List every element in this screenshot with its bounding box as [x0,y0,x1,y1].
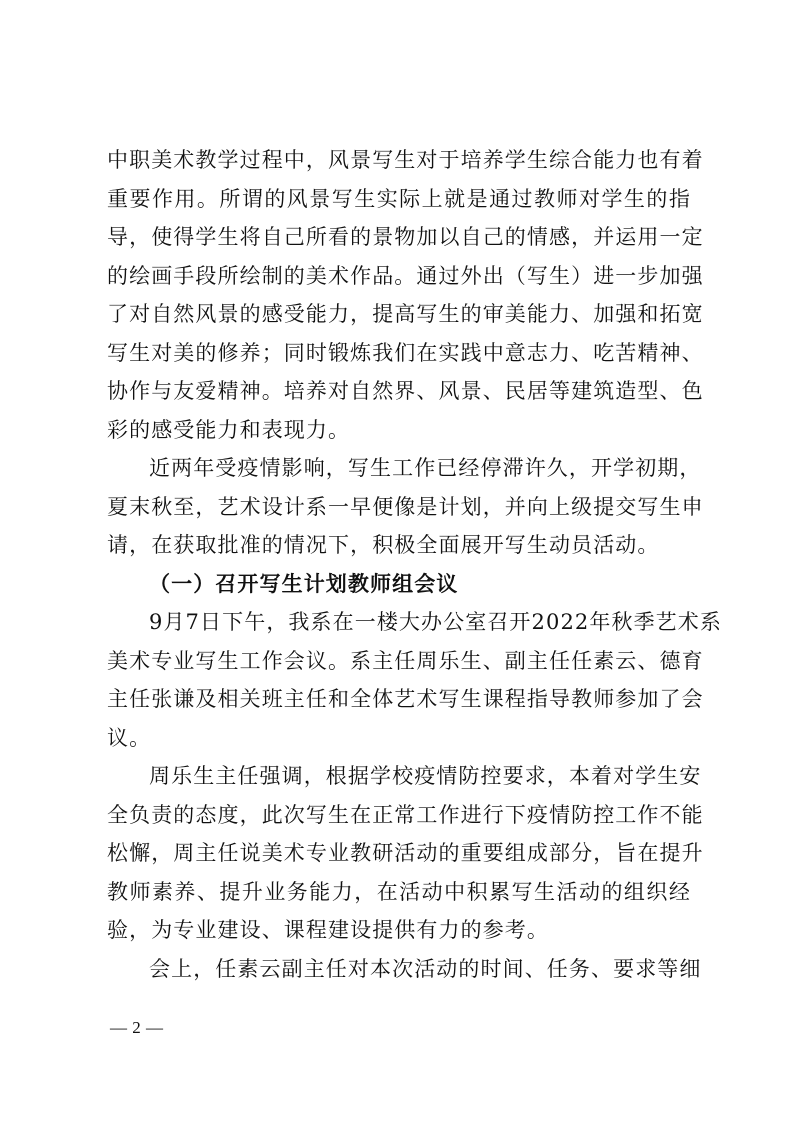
text-line: 了对自然风景的感受能力，提高写生的审美能力、加强和拓宽 [107,302,704,326]
paragraph-4 [107,757,704,950]
text-line: 导，使得学生将自己所看的景物加以自己的情感，并运用一定 [107,225,704,249]
text-line: 重要作用。所谓的风景写生实际上就是通过教师对学生的指 [107,186,691,211]
page-number: — 2 — [110,1018,164,1037]
section-heading-text: （一）召开写生计划教师组会议 [149,570,459,596]
paragraph-3 [107,603,722,757]
text-line: 9月7日下午，我系在一楼大办公室召开2022年秋季艺术系 [149,610,722,634]
text-line: 验，为专业建设、课程建设提供有力的参考。 [107,918,549,942]
text-line: 会上，任素云副主任对本次活动的时间、任务、要求等细 [149,956,702,981]
text-line: 松懈，周主任说美术专业教研活动的重要组成部分，旨在提升 [107,841,704,865]
text-line: 请，在获取批准的情况下，积极全面展开写生动员活动。 [107,533,660,557]
paragraph-5 [107,950,702,989]
text-line: 周乐生主任强调，根据学校疫情防控要求，本着对学生安 [149,764,702,788]
text-line: 夏末秋至，艺术设计系一早便像是计划，并向上级提交写生申 [107,494,704,519]
paragraph-1 [107,141,704,449]
text-line: 写生对美的修养；同时锻炼我们在实践中意志力、吃苦精神、 [107,340,704,365]
text-line: 教师素养、提升业务能力，在活动中积累写生活动的组织经 [107,879,691,904]
text-line: 议。 [107,725,152,750]
text-line: 全负责的态度，此次写生在正常工作进行下疫情防控工作不能 [107,802,704,827]
document-body [107,141,722,988]
text-line: 主任张谦及相关班主任和全体艺术写生课程指导教师参加了会 [107,687,704,711]
section-heading [107,565,691,604]
paragraph-2 [107,449,704,565]
text-line: 的绘画手段所绘制的美术作品。通过外出（写生）进一步加强 [107,263,704,288]
text-line: 中职美术教学过程中，风景写生对于培养学生综合能力也有着 [107,148,704,172]
text-line: 美术专业写生工作会议。系主任周乐生、副主任任素云、德育 [107,648,704,673]
text-line: 近两年受疫情影响，写生工作已经停滞许久，开学初期， [149,456,702,480]
text-line: 协作与友爱精神。培养对自然界、风景、民居等建筑造型、色 [107,379,704,403]
text-line: 彩的感受能力和表现力。 [107,417,351,442]
